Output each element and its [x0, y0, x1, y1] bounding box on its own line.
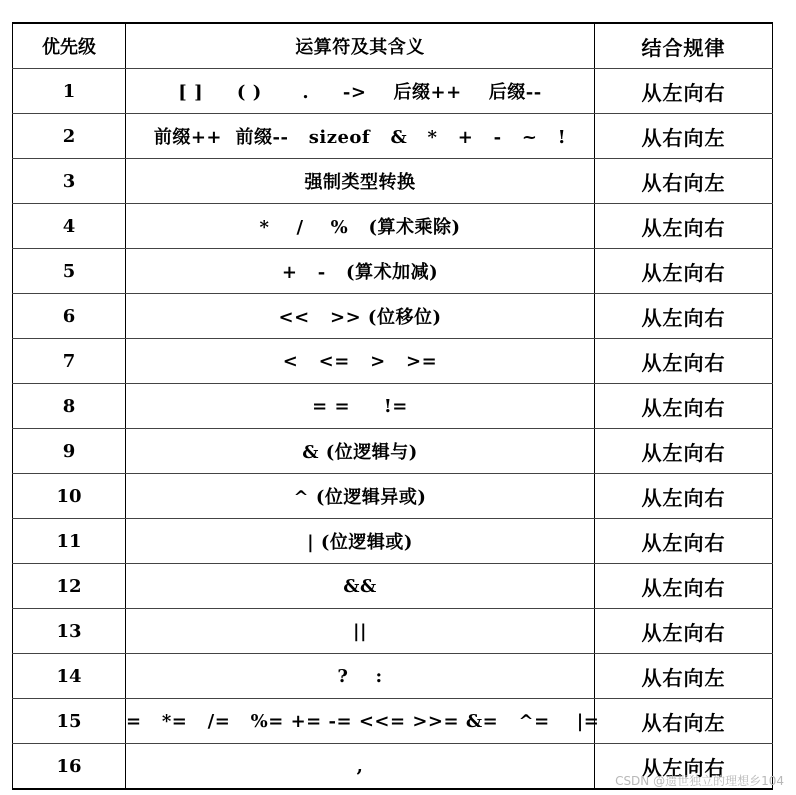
operators-cell: ^ (位逻辑异或) — [126, 474, 595, 519]
header-row — [13, 23, 773, 69]
associativity-cell: 从左向右 — [595, 294, 773, 339]
operators-cell: = *= /= %= += -= <<= >>= &= ^= |= — [126, 699, 595, 744]
table-row — [13, 114, 773, 159]
table-row — [13, 699, 773, 744]
operators-cell: ? : — [126, 654, 595, 699]
level-cell: 5 — [13, 249, 126, 294]
associativity-cell: 从左向右 — [595, 69, 773, 114]
operators-cell: * / % (算术乘除) — [126, 204, 595, 249]
associativity-cell: 从右向左 — [595, 654, 773, 699]
level-cell: 1 — [13, 69, 126, 114]
associativity-cell: 从左向右 — [595, 249, 773, 294]
operators-cell: 前缀++ 前缀-- sizeof & * + - ~ ! — [126, 114, 595, 159]
operators-cell: , — [126, 744, 595, 790]
table-body — [13, 69, 773, 790]
header-associativity: 结合规律 — [595, 23, 773, 69]
operator-precedence-table — [12, 22, 773, 790]
table-row — [13, 564, 773, 609]
level-cell: 14 — [13, 654, 126, 699]
table-row — [13, 384, 773, 429]
table-row — [13, 654, 773, 699]
level-cell: 6 — [13, 294, 126, 339]
operators-cell: < <= > >= — [126, 339, 595, 384]
associativity-cell: 从左向右 — [595, 564, 773, 609]
table-row — [13, 429, 773, 474]
level-cell: 3 — [13, 159, 126, 204]
level-cell: 8 — [13, 384, 126, 429]
operators-cell: = = != — [126, 384, 595, 429]
table-row — [13, 159, 773, 204]
level-cell: 16 — [13, 744, 126, 790]
operators-cell: 强制类型转换 — [126, 159, 595, 204]
operators-cell: || — [126, 609, 595, 654]
associativity-cell: 从左向右 — [595, 609, 773, 654]
table-row — [13, 339, 773, 384]
header-operators: 运算符及其含义 — [126, 23, 595, 69]
level-cell: 9 — [13, 429, 126, 474]
associativity-cell: 从左向右 — [595, 474, 773, 519]
table-row — [13, 294, 773, 339]
table-row — [13, 519, 773, 564]
associativity-cell: 从左向右 — [595, 204, 773, 249]
level-cell: 13 — [13, 609, 126, 654]
level-cell: 2 — [13, 114, 126, 159]
table-row — [13, 609, 773, 654]
associativity-cell: 从左向右 — [595, 339, 773, 384]
associativity-cell: 从右向左 — [595, 159, 773, 204]
table-row — [13, 249, 773, 294]
operators-cell: + - (算术加减) — [126, 249, 595, 294]
watermark: CSDN @遗世独立的理想乡104 — [615, 774, 784, 788]
level-cell: 7 — [13, 339, 126, 384]
associativity-cell: 从左向右 — [595, 744, 773, 790]
level-cell: 12 — [13, 564, 126, 609]
level-cell: 15 — [13, 699, 126, 744]
operators-cell: << >> (位移位) — [126, 294, 595, 339]
operators-cell: & (位逻辑与) — [126, 429, 595, 474]
associativity-cell: 从左向右 — [595, 384, 773, 429]
operators-cell: [ ] ( ) . -> 后缀++ 后缀-- — [126, 69, 595, 114]
header-level: 优先级 — [13, 23, 126, 69]
level-cell: 10 — [13, 474, 126, 519]
table-row — [13, 474, 773, 519]
level-cell: 4 — [13, 204, 126, 249]
associativity-cell: 从右向左 — [595, 114, 773, 159]
operators-cell: | (位逻辑或) — [126, 519, 595, 564]
table-row — [13, 69, 773, 114]
level-cell: 11 — [13, 519, 126, 564]
associativity-cell: 从左向右 — [595, 519, 773, 564]
associativity-cell: 从左向右 — [595, 429, 773, 474]
table-row — [13, 204, 773, 249]
associativity-cell: 从右向左 — [595, 699, 773, 744]
operators-cell: && — [126, 564, 595, 609]
